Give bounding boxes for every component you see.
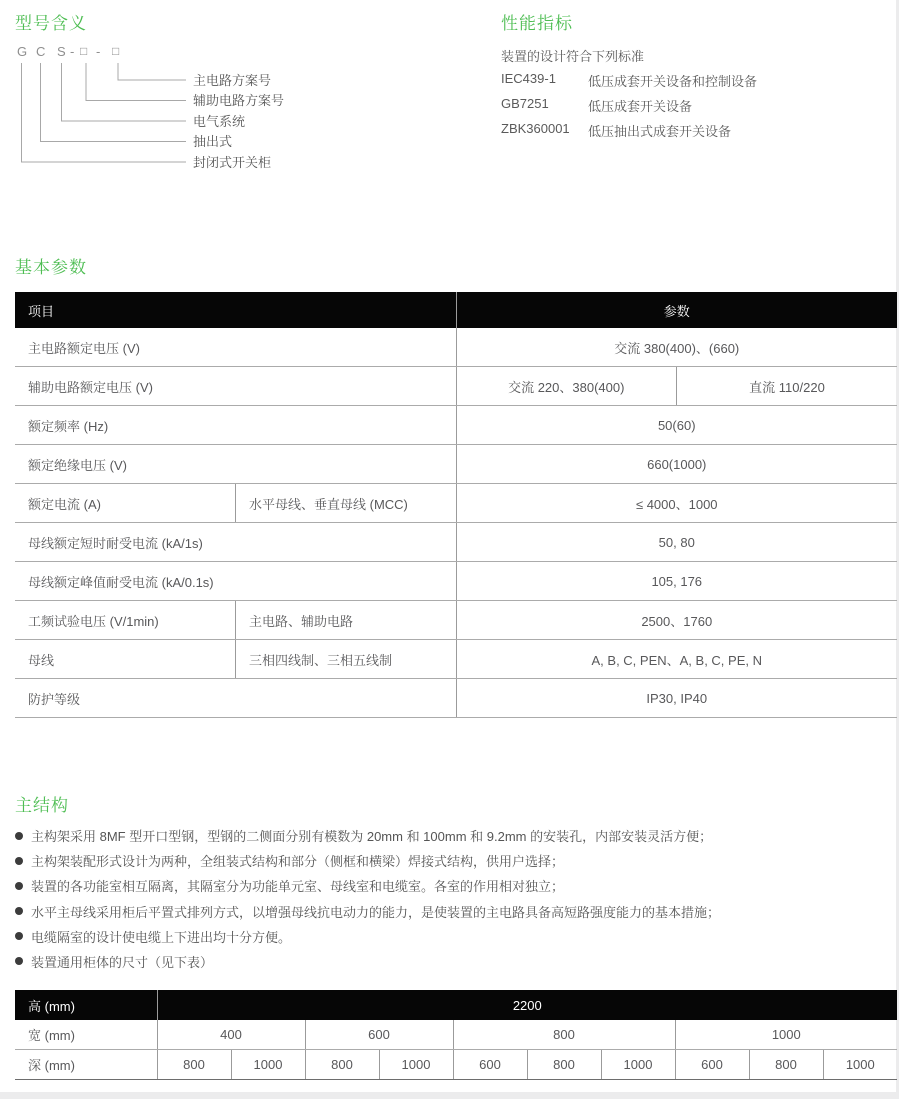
performance-section-title: 性能指标 — [501, 14, 573, 33]
performance-intro: 装置的设计符合下列标准 — [501, 49, 645, 64]
dims-depth-value: 800 — [305, 1050, 379, 1080]
table-row — [15, 406, 897, 445]
dims-depth-value: 800 — [749, 1050, 823, 1080]
cabinet-dimensions-table — [15, 990, 897, 1080]
model-box-1: □ — [80, 44, 88, 58]
bullet-text: 主构架装配形式设计为两种，全组装式结构和部分（侧框和横梁）焊接式结构，供用户选择； — [31, 854, 565, 870]
row-value: A, B, C, PEN、A, B, C, PE, N — [456, 640, 897, 679]
dims-depth-value: 600 — [675, 1050, 749, 1080]
row-value: 交流 380(400)、(660) — [456, 328, 897, 367]
model-char-g: G — [17, 44, 28, 59]
row-item: 额定绝缘电压 (V) — [15, 445, 456, 484]
model-label-main-circuit: 主电路方案号 — [193, 73, 272, 88]
model-char-c: C — [36, 44, 46, 59]
basic-parameters-table — [15, 292, 897, 718]
row-item: 母线额定短时耐受电流 (kA/1s) — [15, 523, 456, 562]
table-row — [15, 328, 897, 367]
model-char-s: S — [57, 44, 66, 59]
table-row — [15, 562, 897, 601]
standard-row — [501, 96, 692, 115]
dims-depth-label: 深 (mm) — [15, 1050, 157, 1080]
dims-width-row — [15, 1020, 897, 1050]
standard-code: IEC439-1 — [501, 71, 556, 86]
row-value-dc: 直流 110/220 — [677, 367, 898, 406]
row-value: ≤ 4000、1000 — [456, 484, 897, 523]
bullet-text: 装置通用柜体的尺寸（见下表） — [31, 954, 214, 970]
bullet-icon — [15, 907, 23, 915]
row-item: 母线额定峰值耐受电流 (kA/0.1s) — [15, 562, 456, 601]
dims-depth-value: 600 — [453, 1050, 527, 1080]
bullet-item — [15, 905, 885, 918]
row-value: 660(1000) — [456, 445, 897, 484]
dims-depth-value: 1000 — [231, 1050, 305, 1080]
row-subitem: 水平母线、垂直母线 (MCC) — [236, 484, 457, 523]
dims-depth-value: 1000 — [601, 1050, 675, 1080]
model-box-2: □ — [112, 44, 120, 58]
bullet-icon — [15, 857, 23, 865]
dims-height-value: 2200 — [157, 990, 897, 1020]
model-label-aux-circuit: 辅助电路方案号 — [193, 93, 285, 108]
basic-section-title: 基本参数 — [15, 258, 87, 277]
row-item: 主电路额定电压 (V) — [15, 328, 456, 367]
table-row — [15, 679, 897, 718]
standard-desc: 低压成套开关设备和控制设备 — [588, 74, 758, 89]
table-row — [15, 640, 897, 679]
dims-height-row — [15, 990, 897, 1020]
model-label-withdrawable: 抽出式 — [193, 134, 233, 149]
structure-bullet-list — [15, 829, 885, 980]
standard-desc: 低压抽出式成套开关设备 — [588, 124, 732, 139]
row-value: 50(60) — [456, 406, 897, 445]
dims-width-label: 宽 (mm) — [15, 1020, 157, 1050]
standard-row — [501, 121, 731, 140]
table-row — [15, 484, 897, 523]
row-subitem: 主电路、辅助电路 — [236, 601, 457, 640]
model-dash-1: - — [70, 44, 75, 59]
dims-depth-value: 1000 — [823, 1050, 897, 1080]
table-row — [15, 367, 897, 406]
bullet-item — [15, 879, 885, 895]
table-header-row — [15, 292, 897, 328]
dims-width-value: 400 — [157, 1020, 305, 1050]
standard-code: ZBK360001 — [501, 121, 570, 136]
row-item: 辅助电路额定电压 (V) — [15, 367, 456, 406]
bullet-icon — [15, 882, 23, 890]
row-value: 50, 80 — [456, 523, 897, 562]
header-param: 参数 — [456, 292, 897, 328]
dims-height-label: 高 (mm) — [15, 990, 157, 1020]
row-item: 额定电流 (A) — [15, 484, 236, 523]
dims-depth-row — [15, 1050, 897, 1080]
standard-code: GB7251 — [501, 96, 549, 111]
table-row — [15, 523, 897, 562]
standard-row — [501, 71, 757, 90]
model-section-title: 型号含义 — [15, 14, 87, 33]
dims-depth-value: 800 — [527, 1050, 601, 1080]
bullet-text: 电缆隔室的设计使电缆上下进出均十分方便。 — [31, 929, 292, 945]
table-row — [15, 601, 897, 640]
dims-width-value: 800 — [453, 1020, 675, 1050]
row-subitem: 三相四线制、三相五线制 — [236, 640, 457, 679]
bullet-item — [15, 829, 885, 842]
bullet-icon — [15, 932, 23, 940]
standard-desc: 低压成套开关设备 — [588, 99, 693, 114]
bullet-item — [15, 930, 885, 943]
model-label-enclosed-switchgear: 封闭式开关柜 — [193, 155, 272, 170]
dims-depth-value: 1000 — [379, 1050, 453, 1080]
dims-width-value: 1000 — [675, 1020, 897, 1050]
header-item: 项目 — [15, 292, 456, 328]
bullet-text: 水平主母线采用柜后平置式排列方式，以增强母线抗电动力的能力，是使装置的主电路具备高短路强度能力的基本措施； — [31, 904, 721, 920]
bullet-text: 装置的各功能室相互隔离，其隔室分为功能单元室、母线室和电缆室。各室的作用相对独立； — [31, 879, 565, 895]
table-row — [15, 445, 897, 484]
row-item: 母线 — [15, 640, 236, 679]
bullet-icon — [15, 957, 23, 965]
bullet-text: 主构架采用 8MF 型开口型钢，型钢的二侧面分别有模数为 20mm 和 100mm 和 9.2mm 的安装孔，内部安装灵活方便； — [31, 829, 713, 844]
row-value: IP30, IP40 — [456, 679, 897, 718]
structure-section-title: 主结构 — [15, 796, 69, 815]
bullet-item — [15, 955, 885, 968]
model-dash-2: - — [96, 44, 101, 59]
row-item: 额定频率 (Hz) — [15, 406, 456, 445]
model-connector-lines — [0, 40, 200, 175]
row-item: 工频试验电压 (V/1min) — [15, 601, 236, 640]
bullet-icon — [15, 832, 23, 840]
bullet-item — [15, 854, 885, 870]
dims-depth-value: 800 — [157, 1050, 231, 1080]
row-value: 2500、1760 — [456, 601, 897, 640]
dims-width-value: 600 — [305, 1020, 453, 1050]
row-value: 105, 176 — [456, 562, 897, 601]
model-label-electrical-system: 电气系统 — [193, 114, 246, 129]
row-item: 防护等级 — [15, 679, 456, 718]
model-code-diagram — [0, 40, 470, 180]
row-value-ac: 交流 220、380(400) — [456, 367, 677, 406]
